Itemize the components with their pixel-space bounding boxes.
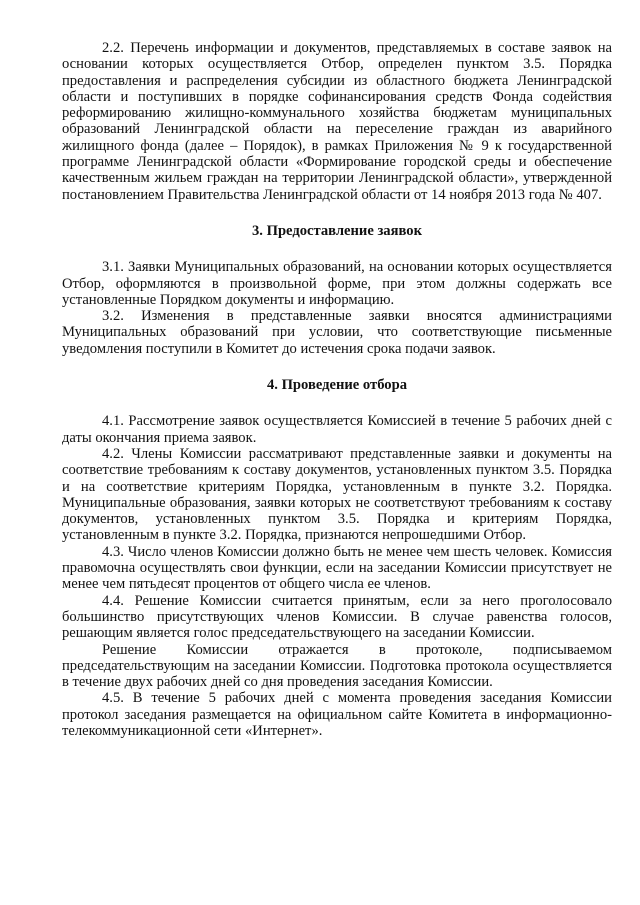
paragraph-4-5: 4.5. В течение 5 рабочих дней с момента проведения заседания Комиссии протокол заседания размещается на официальном сайте Комитета в информационно-телекоммуникационной сети «Интернет». <box>62 690 612 739</box>
paragraph-3-1: 3.1. Заявки Муниципальных образований, на основании которых осуществляется Отбор, оформляются в произвольной форме, при этом должны содержать все установленные Порядком документы и информацию. <box>62 259 612 308</box>
section-3-heading: 3. Предоставление заявок <box>252 222 422 239</box>
paragraph-4-2: 4.2. Члены Комиссии рассматривают представленные заявки и документы на соответствие требованиям к составу документов, установленных пунктом 3.5. Порядка и на соответствие критериям Порядка, установленным в пункте 3.2. Порядка. Муниципальные образования, заявки которых не соответствуют требованиям к составу документов, установленных пунктом 3.5. Порядка и критериям Порядка, установленным в пункте 3.2. Порядка, признаются непрошедшими Отбор. <box>62 445 612 544</box>
paragraph-4-3: 4.3. Число членов Комиссии должно быть не менее чем шесть человек. Комиссия правомочна осуществлять свои функции, если на заседании Комиссии присутствует не менее чем пятьдесят процентов от общего числа ее членов. <box>62 543 612 593</box>
document-body <box>62 40 612 739</box>
paragraph-4-4: 4.4. Решение Комиссии считается принятым, если за него проголосовало большинство присутствующих членов Комиссии. В случае равенства голосов, решающим является голос председательствующего на заседании Комиссии. <box>62 592 612 642</box>
paragraph-4-4-decision: Решение Комиссии отражается в протоколе, подписываемом председательствующим на заседании Комиссии. Подготовка протокола осуществляется в течение двух рабочих дней со дня проведения заседания Комиссии. <box>62 641 612 691</box>
paragraph-2-2: 2.2. Перечень информации и документов, представляемых в составе заявок на основании которых осуществляется Отбор, определен пунктом 3.5. Порядка предоставления и распределения субсидии из областного бюджета Ленинградской области и поступивших в порядке софинансирования средств Фонда содействия реформированию жилищно-коммунального хозяйства бюджетам муниципальных образований Ленинградской области на переселение граждан из аварийного жилищного фонда (далее – Порядок), в рамках Приложения № 9 к государственной программе Ленинградской области «Формирование городской среды и обеспечение качественным жильем граждан на территории Ленинградской области», утвержденной постановлением Правительства Ленинградской области от 14 ноября 2013 года № 407. <box>62 40 612 203</box>
paragraph-3-2: 3.2. Изменения в представленные заявки вносятся администрациями Муниципальных образований при условии, что соответствующие письменные уведомления поступили в Комитет до истечения срока подачи заявок. <box>62 308 612 357</box>
paragraph-4-1: 4.1. Рассмотрение заявок осуществляется Комиссией в течение 5 рабочих дней с даты окончания приема заявок. <box>62 413 612 446</box>
section-4-heading: 4. Проведение отбора <box>266 377 408 394</box>
